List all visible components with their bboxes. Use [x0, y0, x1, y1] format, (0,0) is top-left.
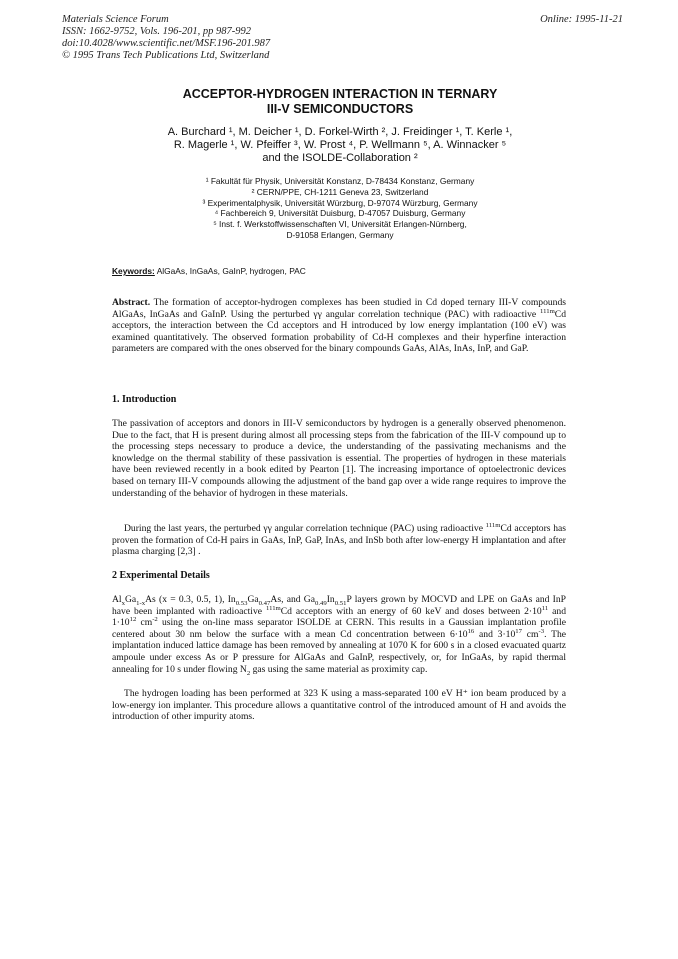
affiliation-5-cont: D-91058 Erlangen, Germany — [286, 229, 394, 240]
exp-text: . The implantation induced lattice damage has been removed by annealing at 1070 K for 600 s in a closed evacuated quartz ampoule under excess As or P pressure for AlGaAs and GaInP, respectively, or, for InGaAs, by rapid thermal annealing for 10 s under flowing N — [112, 628, 567, 675]
affiliation-3: ³ Experimentalphysik, Universität Würzburg, D-97074 Würzburg, Germany — [202, 197, 478, 208]
paper-title — [110, 87, 570, 117]
copyright-line: © 1995 Trans Tech Publications Ltd, Switzerland — [62, 50, 270, 61]
affiliation-1: ¹ Fakultät für Physik, Universität Konstanz, D-78434 Konstanz, Germany — [205, 176, 475, 186]
abstract — [112, 297, 566, 355]
exp-sub: 0.47 — [258, 599, 271, 607]
doi-line[interactable]: doi:10.4028/www.scientific.net/MSF.196-201.987 — [62, 38, 271, 49]
intro-p2-text-1: During the last years, the perturbed γγ angular correlation technique (PAC) using radioactive — [124, 523, 486, 534]
introduction-paragraph-2 — [112, 523, 566, 558]
introduction-heading: 1. Introduction — [112, 394, 177, 405]
exp-sub: x — [121, 599, 125, 607]
authors-line-1: A. Burchard ¹, M. Deicher ¹, D. Forkel-Wirth ², J. Freidinger ¹, T. Kerle ¹, — [167, 126, 513, 138]
abstract-text-2: Cd acceptors, the interaction between the Cd acceptors and H introduced by low energy implantation (100 eV) was examined quantitatively. The observed formation probability of Cd-H complexes and their hyperfine interaction parameters are compared with the ones observed for the binary compounds GaAs, AlAs, InAs, InP, and GaP. — [112, 308, 566, 355]
authors-line-3: and the ISOLDE-Collaboration ² — [262, 152, 418, 164]
affiliations — [150, 176, 530, 241]
abstract-label: Abstract. — [112, 297, 151, 308]
online-date: Online: 1995-11-21 — [540, 14, 623, 25]
exp-sub: 0.51 — [334, 599, 347, 607]
exp-sub: 1-x — [136, 599, 146, 607]
exp-text: As (x = 0.3, 0.5, 1), In — [145, 594, 236, 605]
exp-text: gas using the same material as proximity cap. — [250, 663, 428, 675]
experimental-paragraph-2: The hydrogen loading has been performed at 323 K using a mass-separated 100 eV H⁺ ion beam produced by a low-energy ion implanter. This procedure allows a quantitative control of the introduced amount of H and avoids the introduction of other impurity atoms. — [112, 688, 566, 723]
exp-text: cm — [521, 628, 539, 640]
keywords-label: Keywords: — [112, 266, 155, 276]
exp-text: and 3·10 — [474, 628, 516, 640]
experimental-paragraph-1 — [112, 594, 566, 675]
exp-sup: 11 — [541, 604, 549, 612]
affiliation-5: ⁵ Inst. f. Werkstoffwissenschaften VI, Universität Erlangen-Nürnberg, — [213, 219, 467, 230]
exp-text: In — [326, 594, 335, 605]
exp-sup: 16 — [467, 627, 475, 635]
intro-p2-isotope: 111m — [485, 521, 501, 529]
exp-sub: 2 — [246, 669, 251, 677]
exp-sup: -2 — [152, 616, 158, 623]
exp-text: using the on-line mass separator ISOLDE at CERN. This results in a Gaussian implantation profile centered about 30 nm below the surface with a mean Cd concentration between 6·10 — [112, 617, 566, 640]
abstract-isotope: 111m — [539, 307, 555, 315]
exp-text: cm — [136, 617, 153, 629]
exp-text: As, and Ga — [270, 594, 315, 605]
exp-sup: 12 — [129, 616, 137, 623]
keywords — [112, 266, 306, 276]
experimental-heading: 2 Experimental Details — [112, 570, 210, 581]
intro-p2-text-2: Cd acceptors has proven the formation of Cd-H pairs in GaAs, InP, GaP, InAs, and InSb both after low-energy H implantation and after plasma charging [2,3] . — [112, 523, 566, 558]
exp-sub: 0.49 — [314, 599, 327, 607]
journal-name: Materials Science Forum — [62, 14, 169, 25]
exp-text: Ga — [247, 594, 259, 605]
exp-sup: 17 — [515, 627, 522, 635]
title-line-1: ACCEPTOR-HYDROGEN INTERACTION IN TERNARY — [182, 87, 498, 101]
publication-meta — [62, 14, 270, 62]
title-line-2: III-V SEMICONDUCTORS — [266, 102, 414, 116]
abstract-text-1: The formation of acceptor-hydrogen complexes has been studied in Cd doped ternary III-V compounds AlGaAs, InGaAs and GaInP. Using the perturbed γγ angular correlation technique (PAC) with radioactive — [112, 297, 566, 320]
affiliation-4: ⁴ Fachbereich 9, Universität Duisburg, D-47057 Duisburg, Germany — [214, 208, 466, 219]
authors-line-2: R. Magerle ¹, W. Pfeiffer ³, W. Prost ⁴, P. Wellmann ⁵, A. Winnacker ⁵ — [173, 139, 507, 151]
exp-sup: -3 — [538, 627, 545, 635]
exp-text: and 1·10 — [112, 605, 566, 629]
exp-sub: 0.53 — [235, 599, 248, 607]
exp-text: Al — [112, 594, 122, 605]
affiliation-2: ² CERN/PPE, CH-1211 Geneva 23, Switzerland — [251, 186, 429, 197]
issn-line: ISSN: 1662-9752, Vols. 196-201, pp 987-992 — [62, 26, 251, 37]
keywords-value: AlGaAs, InGaAs, GaInP, hydrogen, PAC — [154, 266, 306, 276]
exp-sup: 111m — [265, 604, 281, 612]
introduction-paragraph-1: The passivation of acceptors and donors in III-V semiconductors by hydrogen is a generally observed phenomenon. Due to the fact, that H is present during almost all processing steps from the fabrication of the III-V compound up to the processing steps necessary to produce a device, the understanding of the passivating mechanisms and the knowledge on the thermal stability of these passivation is essential. The properties of hydrogen in these materials have been reviewed recently in a book edited by Pearton [1]. The increasing importance of optoelectronic devices based on ternary III-V compounds allowing the adjustment of the band gap over a wide range requires to improve the understanding of the behavior of hydrogen in these materials. — [112, 418, 566, 499]
exp-text: P layers grown by MOCVD and LPE on GaAs and InP have been implanted with radioactive — [112, 594, 566, 617]
author-list — [110, 126, 570, 165]
exp-text: Ga — [124, 594, 137, 605]
exp-text: Cd acceptors with an energy of 60 keV and doses between 2·10 — [280, 605, 542, 617]
